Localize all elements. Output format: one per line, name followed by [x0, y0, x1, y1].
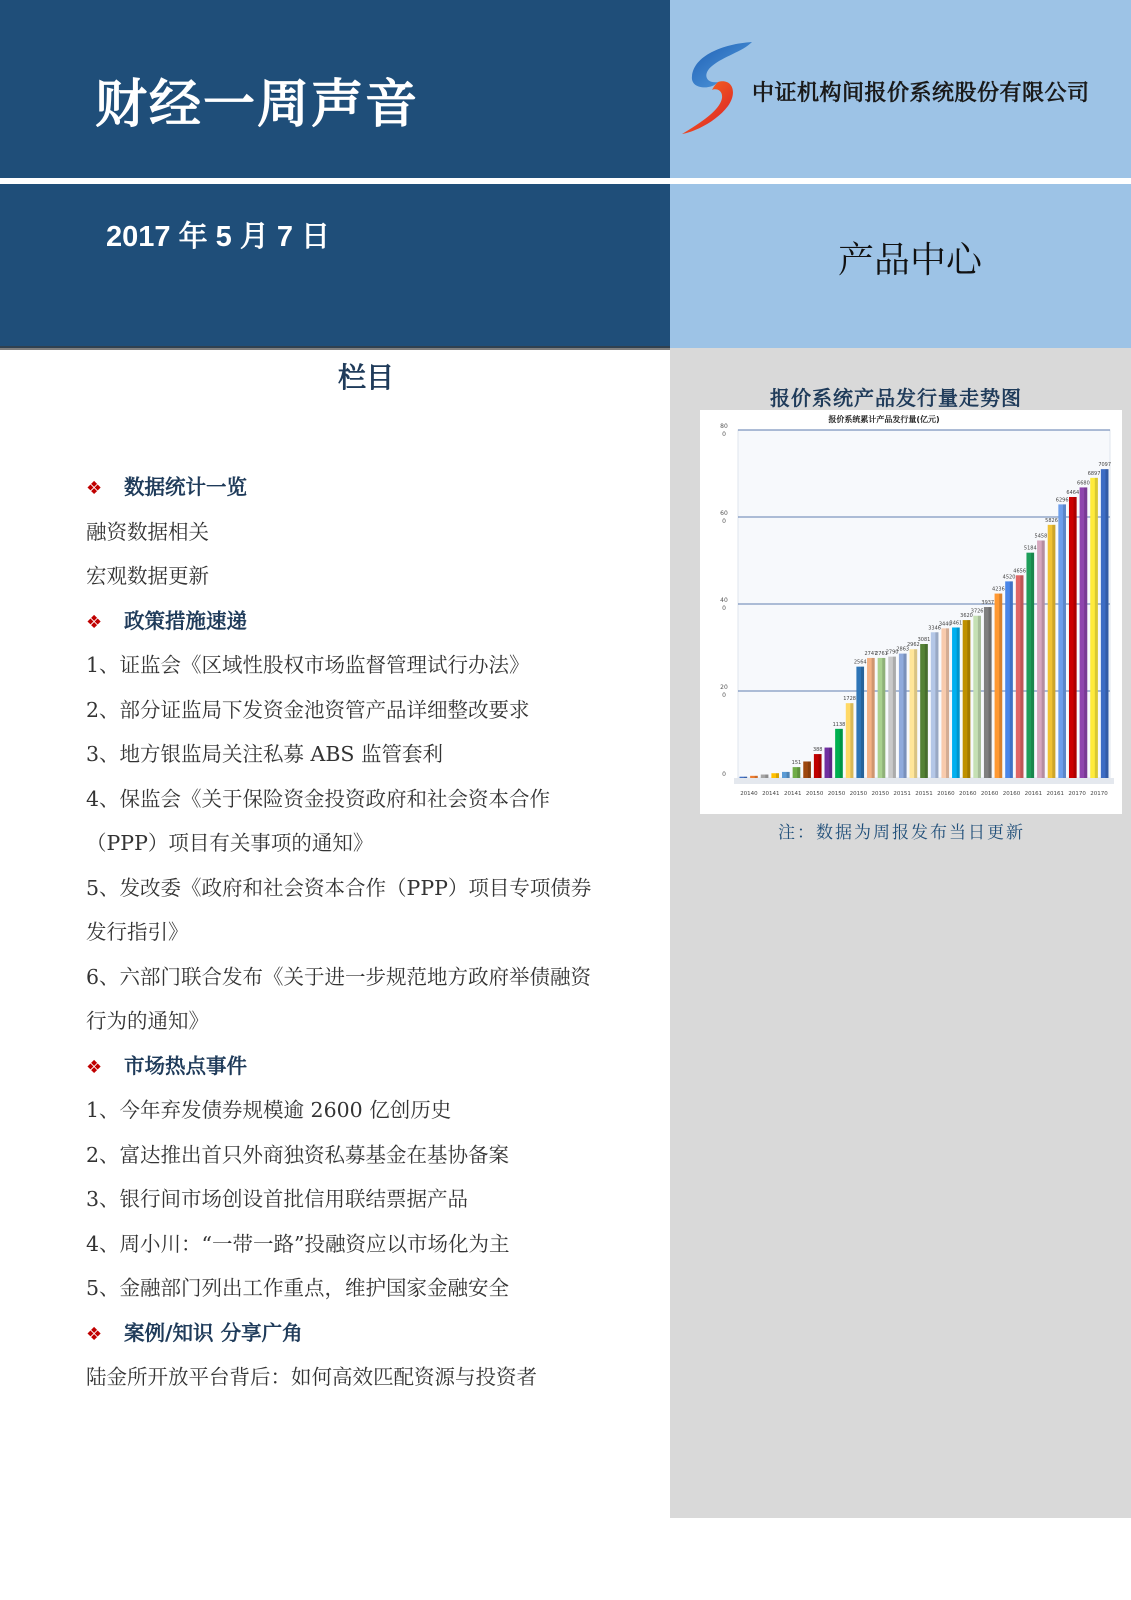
chart-bar-shade — [914, 649, 917, 778]
bar-value-label: 6296 — [1055, 497, 1069, 504]
bar-value-label: 4656 — [1013, 568, 1027, 575]
toc-section — [86, 599, 666, 644]
x-tick-label: 20160 — [1002, 791, 1021, 797]
toc-section-label: 市场热点事件 — [124, 1053, 247, 1078]
x-tick-label: 20160 — [937, 791, 955, 797]
bar-value-label: 3937 — [981, 600, 995, 607]
toc-section — [86, 1311, 666, 1356]
chart-bar-shade — [1010, 581, 1013, 778]
toc-item: 宏观数据更新 — [86, 564, 209, 588]
date-banner — [0, 184, 670, 348]
chart-bar-shade — [776, 773, 779, 778]
x-tick-label: 20150 — [805, 791, 824, 797]
chart-bar-shade — [1020, 575, 1023, 778]
x-tick-label: 20140 — [740, 791, 758, 797]
bar-value-label: 6464 — [1066, 489, 1080, 496]
bar-value-label: 1138 — [832, 721, 846, 728]
bar-value-label: 7097 — [1098, 462, 1112, 469]
toc-item: 融资数据相关 — [86, 519, 209, 544]
toc-item: 1、今年弃发债券规模逾 2600 亿创历史 — [86, 1098, 452, 1122]
chart-bar-shade — [1042, 540, 1045, 778]
chart-bar-shade — [872, 658, 875, 778]
bar-value-label: 5826 — [1045, 517, 1058, 524]
chart-bar-shade — [1063, 504, 1066, 778]
bar-value-label: 2747 — [864, 650, 878, 657]
x-tick-label: 20160 — [959, 791, 977, 797]
toc-item: 5、发改委《政府和社会资本合作（PPP）项目专项债券 — [86, 875, 592, 900]
chart-bar-shade — [861, 667, 864, 778]
chart-bar-shade — [818, 754, 821, 778]
bar-value-label: 3726 — [970, 608, 984, 615]
chart-bar-shade — [989, 607, 992, 778]
toc-section-label: 数据统计一览 — [124, 475, 247, 499]
toc-item: 3、地方银监局关注私募 ABS 监管套利 — [86, 742, 443, 766]
diamond-bullet-icon: ❖ — [86, 1056, 103, 1078]
chart-bar-shade — [797, 767, 800, 778]
bar-value-label: 3081 — [917, 637, 931, 644]
bar-value-label: 2962 — [907, 642, 920, 649]
chart-bar-shade — [925, 644, 928, 778]
chart-bar-shade — [978, 616, 981, 778]
chart-bar-shade — [808, 761, 811, 778]
chart-title: 报价系统累计产品发行量(亿元) — [828, 415, 940, 424]
chart-bar-shade — [744, 777, 747, 778]
bar-value-label: 3346 — [928, 625, 941, 632]
report-date: 2017 年 5 月 7 日 — [106, 221, 331, 253]
toc-heading: 栏目 — [338, 361, 395, 394]
x-tick-label: 20161 — [1046, 791, 1065, 797]
toc-item: 6、六部门联合发布《关于进一步规范地方政府举债融资 — [86, 964, 592, 989]
x-tick-label: 20170 — [1068, 791, 1086, 797]
diamond-bullet-icon: ❖ — [86, 611, 103, 633]
chart-bar-shade — [1105, 469, 1108, 778]
x-tick-label: 20160 — [980, 791, 999, 797]
chart-note: 注：数据为周报发布当日更新 — [778, 823, 1025, 843]
chart-bar-shade — [765, 775, 768, 778]
chart-bar-shade — [850, 703, 853, 778]
toc-item: 3、银行间市场创设首批信用联结票据产品 — [86, 1187, 469, 1211]
bar-value-label: 2761 — [875, 650, 888, 657]
y-tick-label: 60 — [720, 510, 728, 517]
chart-floor — [734, 778, 1114, 784]
chart-bar-shade — [904, 654, 907, 778]
bar-value-label: 6897 — [1087, 470, 1101, 477]
toc-item: 行为的通知》 — [86, 1009, 209, 1033]
y-tick-label: 40 — [720, 597, 728, 604]
chart-bar-shade — [893, 657, 896, 778]
company-name: 中证机构间报价系统股份有限公司 — [752, 81, 1090, 106]
y-tick-label: 0 — [722, 518, 726, 525]
chart-heading: 报价系统产品发行量走势图 — [770, 386, 1022, 410]
chart-bar-shade — [967, 620, 970, 778]
bar-value-label: 2790 — [885, 649, 899, 656]
chart-bar-shade — [957, 627, 960, 778]
toc-item: （PPP）项目有关事项的通知》 — [86, 831, 374, 855]
chart-bar-shade — [1095, 478, 1098, 778]
issuance-chart — [700, 410, 1122, 814]
x-tick-label: 20151 — [893, 791, 911, 797]
toc-item: 2、富达推出首只外商独资私募基金在基协备案 — [86, 1142, 510, 1167]
toc-list — [86, 465, 666, 1400]
x-tick-label: 20141 — [762, 791, 780, 797]
bar-value-label: 2863 — [896, 646, 910, 653]
x-tick-label: 20161 — [1024, 791, 1043, 797]
bar-value-label: 2564 — [853, 659, 867, 666]
chart-bar-shade — [1084, 487, 1087, 778]
toc-section-label: 案例/知识 分享广角 — [124, 1320, 303, 1345]
chart-bar-shade — [946, 628, 949, 778]
toc-item: 1、证监会《区域性股权市场监督管理试行办法》 — [86, 653, 530, 677]
bar-value-label: 3440 — [938, 621, 952, 628]
chart-svg — [700, 410, 1122, 814]
y-tick-label: 80 — [720, 423, 728, 430]
company-logo-icon — [672, 34, 762, 144]
bar-value-label: 151 — [791, 760, 802, 767]
toc-section-label: 政策措施速递 — [124, 608, 247, 633]
bar-value-label: 3620 — [960, 613, 973, 620]
x-tick-label: 20150 — [871, 791, 889, 797]
bar-value-label: 4236 — [992, 586, 1005, 593]
bar-value-label: 388 — [812, 747, 823, 754]
toc-item: 发行指引》 — [86, 920, 189, 944]
y-tick-label: 0 — [722, 605, 726, 612]
chart-bar-shade — [935, 632, 938, 778]
x-tick-label: 20150 — [827, 791, 846, 797]
diamond-bullet-icon: ❖ — [86, 1323, 103, 1345]
chart-bar-shade — [882, 658, 885, 778]
toc-item: 陆金所开放平台背后：如何高效匹配资源与投资者 — [86, 1365, 537, 1389]
chart-bar-shade — [840, 729, 843, 778]
y-tick-label: 0 — [722, 771, 726, 778]
y-tick-label: 0 — [722, 431, 726, 438]
x-tick-label: 20141 — [783, 791, 802, 797]
bar-value-label: 5458 — [1034, 533, 1048, 540]
toc-item: 5、金融部门列出工作重点，维护国家金融安全 — [86, 1276, 510, 1300]
bar-value-label: 6680 — [1077, 480, 1090, 487]
chart-bar-shade — [1031, 553, 1034, 778]
chart-bar-shade — [787, 772, 790, 778]
toc-section — [86, 465, 666, 510]
toc-item: 4、保监会《关于保险资金投资政府和社会资本合作 — [86, 786, 551, 811]
banner-shadow — [0, 346, 670, 350]
toc-section — [86, 1044, 666, 1089]
bar-value-label: 1728 — [843, 696, 856, 703]
report-title: 财经一周声音 — [95, 75, 420, 135]
chart-bar-shade — [1074, 497, 1077, 778]
diamond-bullet-icon: ❖ — [86, 478, 103, 499]
toc-item: 2、部分证监局下发资金池资管产品详细整改要求 — [86, 697, 530, 722]
chart-bar-shade — [829, 748, 832, 778]
chart-bar-shade — [1052, 525, 1055, 778]
x-tick-label: 20170 — [1090, 791, 1108, 797]
y-tick-label: 20 — [720, 684, 728, 691]
x-tick-label: 20151 — [915, 791, 933, 797]
bar-value-label: 3461 — [949, 620, 963, 627]
y-tick-label: 0 — [722, 692, 726, 699]
chart-bar-shade — [999, 594, 1002, 778]
bar-value-label: 4520 — [1002, 574, 1016, 581]
x-tick-label: 20150 — [849, 791, 868, 797]
chart-bar-shade — [755, 776, 758, 778]
bar-value-label: 5184 — [1023, 545, 1037, 552]
toc-item: 4、周小川：“一带一路”投融资应以市场化为主 — [86, 1231, 510, 1256]
department-name: 产品中心 — [838, 240, 983, 281]
